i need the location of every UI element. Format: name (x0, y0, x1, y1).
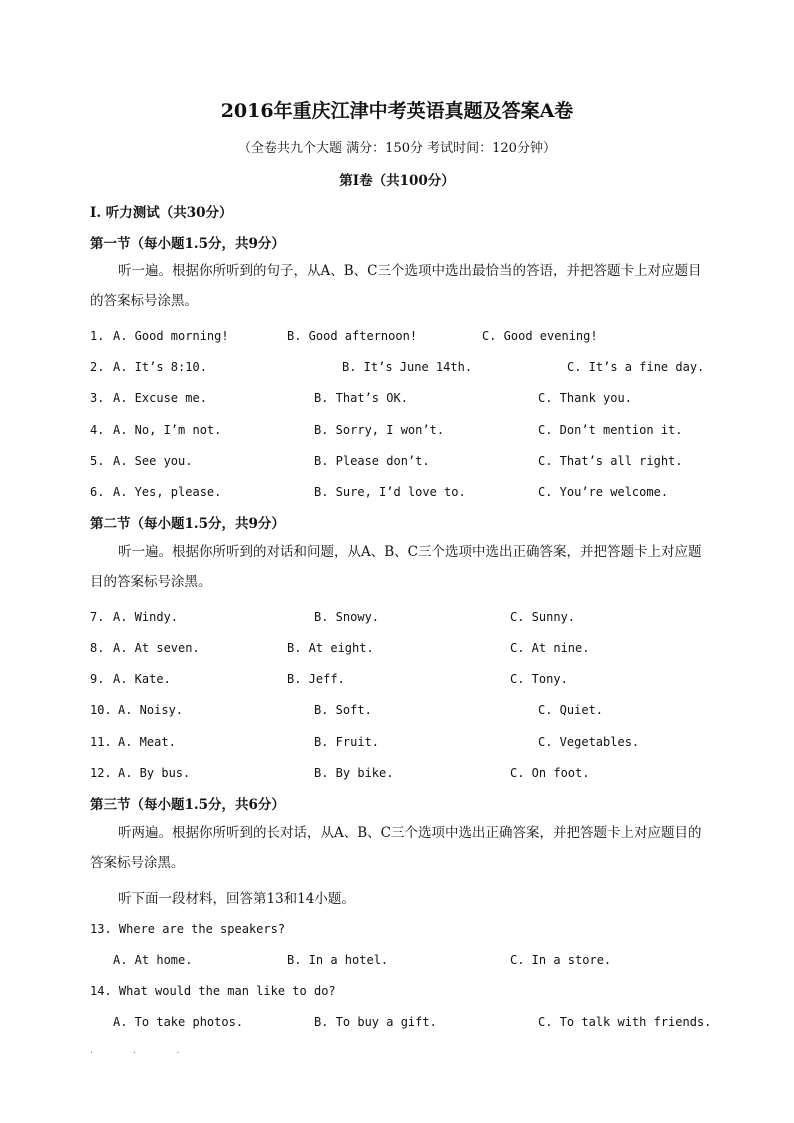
section2-instruction: 听一遍。根据你所听到的对话和问题，从A、B、C三个选项中选出正确答案，并把答题卡上对应题目的答案标号涂黑。 (90, 544, 702, 590)
option-a: A. Windy. (113, 610, 179, 624)
option-a: A. At seven. (113, 641, 200, 655)
part-title: I. 听力测试（共30分） (90, 205, 233, 221)
option-a: A. See you. (113, 454, 193, 468)
option-c: C. Thank you. (538, 391, 632, 405)
exam-title: 2016年重庆江津中考英语真题及答案A卷 (220, 100, 574, 122)
option-c: C. You’re welcome. (538, 485, 669, 499)
exam-subtitle: （全卷共九个大题 满分：150分 考试时间：120分钟） (238, 141, 556, 156)
option-b: B. Good afternoon! (287, 329, 418, 343)
section2-title: 第二节（每小题1.5分，共9分） (90, 516, 285, 532)
option-b: B. Snowy. (314, 610, 380, 624)
option-c: C. Good evening! (482, 329, 598, 343)
option-b: B. Sorry, I won’t. (314, 423, 445, 437)
option-a: A. Meat. (118, 735, 176, 749)
option-a: A. Kate. (113, 672, 171, 686)
volume-heading: 第I卷（共100分） (339, 173, 455, 189)
question-stem: 13. Where are the speakers? (90, 922, 286, 936)
section3-instruction: 听两遍。根据你所听到的长对话，从A、B、C三个选项中选出正确答案，并把答题卡上对应题目的答案标号涂黑。 (90, 825, 702, 871)
section3-sub-instruction: 听下面一段材料，回答第13和14小题。 (118, 891, 355, 907)
question-number: 4. (90, 423, 105, 437)
question-stem: 14. What would the man like to do? (90, 984, 336, 998)
option-c: C. In a store. (510, 953, 612, 967)
section3-title: 第三节（每小题1.5分，共6分） (90, 797, 285, 813)
option-a: A. It’s 8:10. (113, 360, 207, 374)
question-number: 3. (90, 391, 105, 405)
option-c: C. That’s all right. (538, 454, 683, 468)
question-number: 10. (90, 703, 112, 717)
question-number: 1. (90, 329, 105, 343)
question-number: 8. (90, 641, 105, 655)
option-b: B. By bike. (314, 766, 394, 780)
question-number: 6. (90, 485, 105, 499)
option-b: B. In a hotel. (287, 953, 389, 967)
option-a: A. Yes, please. (113, 485, 222, 499)
option-a: A. No, I’m not. (113, 423, 222, 437)
option-b: B. Sure, I’d love to. (314, 485, 466, 499)
option-b: B. Soft. (314, 703, 372, 717)
question-number: 7. (90, 610, 105, 624)
section1-instruction: 听一遍。根据你所听到的句子，从A、B、C三个选项中选出最恰当的答语，并把答题卡上对应题目的答案标号涂黑。 (90, 263, 702, 309)
scan-dots: ·​·​· (90, 1048, 220, 1059)
question-number: 2. (90, 360, 105, 374)
option-c: C. Tony. (510, 672, 568, 686)
option-b: B. Please don’t. (314, 454, 430, 468)
question-number: 12. (90, 766, 112, 780)
option-b: B. To buy a gift. (314, 1015, 437, 1029)
option-a: A. By bus. (118, 766, 191, 780)
option-a: A. Noisy. (118, 703, 184, 717)
option-c: C. On foot. (510, 766, 590, 780)
option-c: C. Quiet. (538, 703, 604, 717)
option-c: C. To talk with friends. (538, 1015, 712, 1029)
option-b: B. Jeff. (287, 672, 345, 686)
option-a: A. Good morning! (113, 329, 229, 343)
question-number: 9. (90, 672, 105, 686)
option-a: A. At home. (113, 953, 193, 967)
question-number: 11. (90, 735, 112, 749)
option-b: B. It’s June 14th. (342, 360, 473, 374)
section1-title: 第一节（每小题1.5分，共9分） (90, 236, 285, 252)
question-number: 5. (90, 454, 105, 468)
option-b: B. At eight. (287, 641, 374, 655)
option-b: B. That’s OK. (314, 391, 408, 405)
option-a: A. To take photos. (113, 1015, 244, 1029)
option-c: C. Vegetables. (538, 735, 640, 749)
option-c: C. At nine. (510, 641, 590, 655)
option-c: C. It’s a fine day. (567, 360, 705, 374)
option-c: C. Don’t mention it. (538, 423, 683, 437)
option-a: A. Excuse me. (113, 391, 207, 405)
option-b: B. Fruit. (314, 735, 380, 749)
option-c: C. Sunny. (510, 610, 576, 624)
